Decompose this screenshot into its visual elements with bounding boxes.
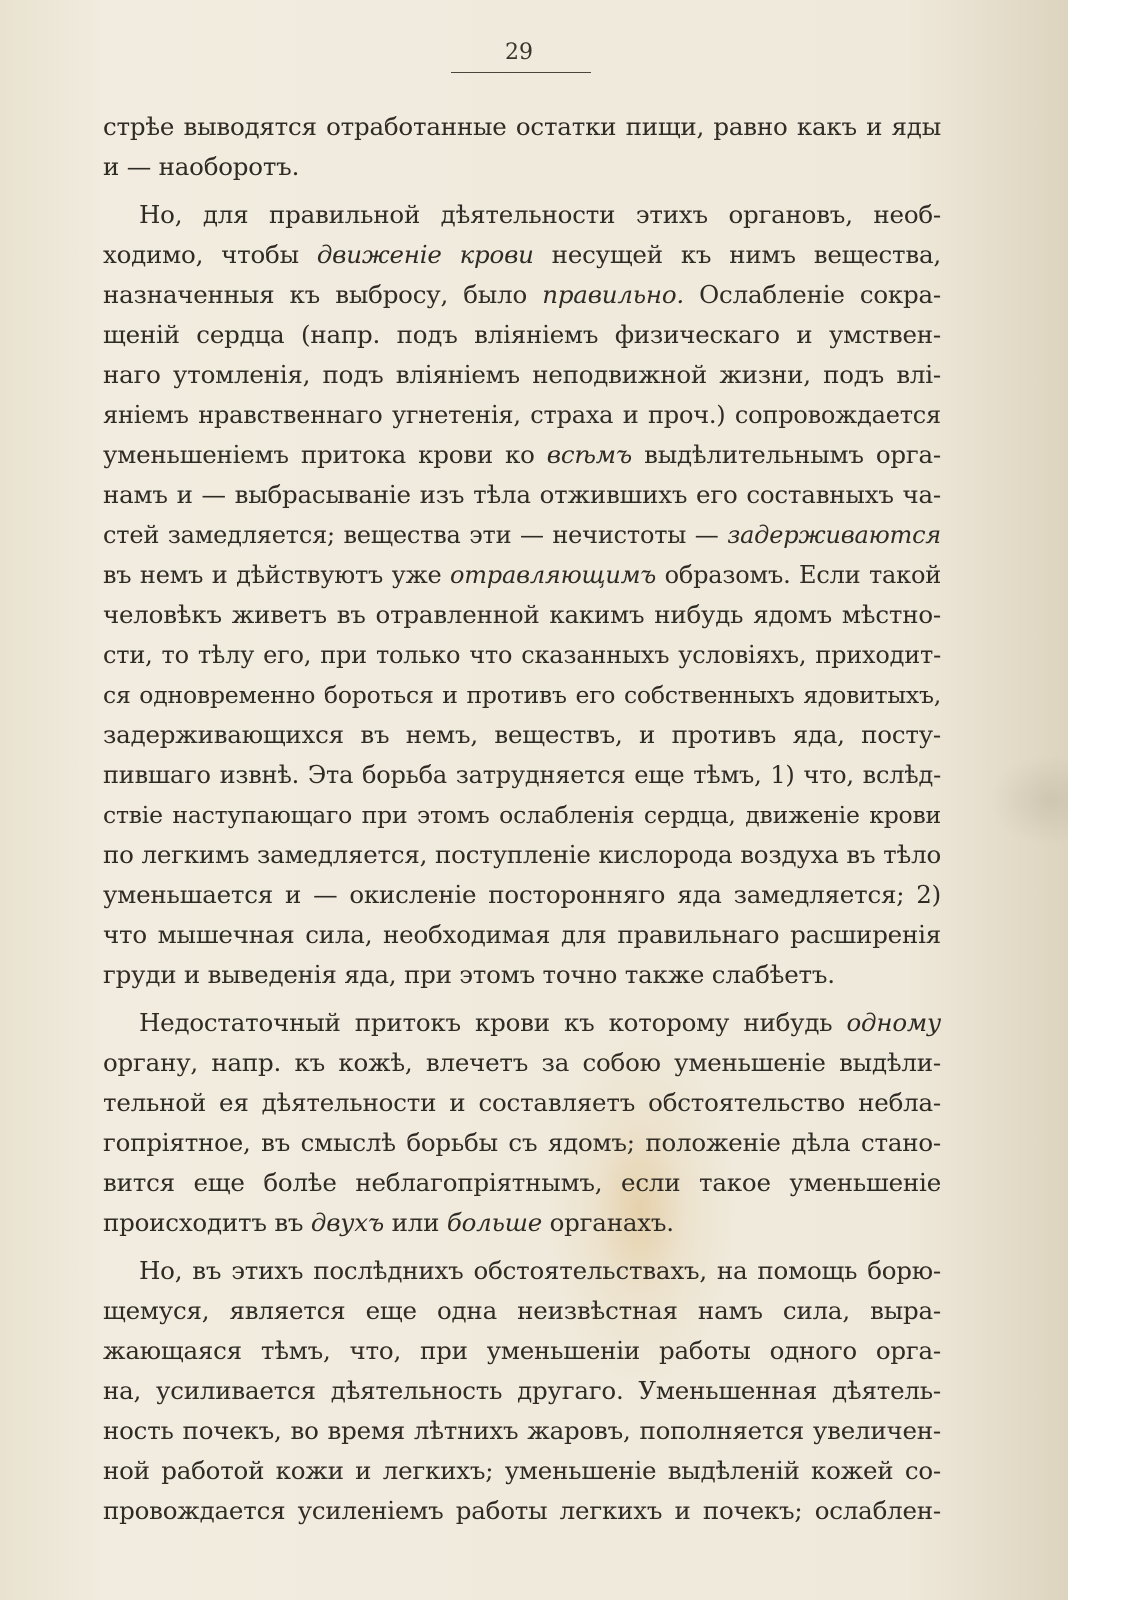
text-line: Недостаточный притокъ крови къ которому нибудь одному — [139, 1008, 941, 1037]
text-line: жающаяся тѣмъ, что, при уменьшеніи работы одного орга- — [103, 1336, 941, 1365]
text-line: органу, напр. къ кожѣ, влечетъ за собою уменьшеніе выдѣли- — [103, 1048, 941, 1077]
italic-emphasis: задерживаются — [727, 521, 941, 549]
italic-emphasis: правильно. — [542, 280, 684, 309]
text-line: яніемъ нравственнаго угнетенія, страха и проч.) сопровождается — [103, 401, 941, 429]
text-line: стрѣе выводятся отработанные остатки пищи, равно какъ и яды — [103, 112, 941, 141]
text-line: наго утомленія, подъ вліяніемъ неподвижной жизни, подъ влі- — [103, 360, 941, 389]
text-line: человѣкъ живетъ въ отравленной какимъ нибудь ядомъ мѣстно- — [103, 600, 941, 629]
text-line: происходитъ въ двухъ или больше органахъ. — [103, 1208, 674, 1237]
italic-emphasis: движеніе крови — [316, 240, 534, 269]
italic-emphasis: двухъ — [310, 1208, 385, 1237]
text-line: намъ и — выбрасываніе изъ тѣла отжившихъ его составныхъ ча- — [103, 480, 941, 509]
text-line: вится еще болѣе неблагопріятнымъ, если такое уменьшеніе — [103, 1168, 941, 1197]
text-line: ствіе наступающаго при этомъ ослабленія сердца, движеніе крови — [103, 801, 941, 829]
text-line: ся одновременно бороться и противъ его собственныхъ ядовитыхъ, — [103, 681, 941, 709]
text-line: груди и выведенія яда, при этомъ точно также слабѣетъ. — [103, 960, 835, 989]
italic-emphasis: отравляющимъ — [449, 561, 657, 589]
text-line: ходимо, чтобы движеніе крови несущей къ нимъ вещества, — [103, 240, 941, 269]
text-line: что мышечная сила, необходимая для правильнаго расширенія — [103, 920, 941, 949]
text-line: ность почекъ, во время лѣтнихъ жаровъ, пополняется увеличен- — [103, 1416, 941, 1445]
text-line: провождается усиленіемъ работы легкихъ и почекъ; ослаблен- — [103, 1496, 941, 1525]
italic-emphasis: одному — [846, 1008, 941, 1037]
text-line: уменьшается и — окисленіе посторонняго яда замедляется; 2) — [103, 880, 941, 909]
text-line: стей замедляется; вещества эти — нечистоты — задерживаются — [103, 521, 941, 549]
italic-emphasis: больше — [446, 1208, 543, 1237]
text-line: гопріятное, въ смыслѣ борьбы съ ядомъ; положеніе дѣла стано- — [103, 1128, 941, 1157]
text-line: Но, для правильной дѣятельности этихъ органовъ, необ- — [139, 200, 941, 229]
text-line: щемуся, является еще одна неизвѣстная намъ сила, выра- — [103, 1296, 941, 1325]
text-line: на, усиливается дѣятельность другаго. Уменьшенная дѣятель- — [103, 1376, 941, 1405]
italic-emphasis: всѣмъ — [546, 440, 633, 469]
text-line: въ немъ и дѣйствуютъ уже отравляющимъ образомъ. Если такой — [103, 561, 941, 589]
page-number: 29 — [505, 40, 533, 65]
text-line: и — наоборотъ. — [103, 152, 300, 181]
page-body-text — [103, 107, 941, 1531]
page-number-rule — [451, 72, 591, 73]
text-line: щеній сердца (напр. подъ вліяніемъ физическаго и умствен- — [103, 320, 941, 349]
scan-margin — [1068, 0, 1131, 1600]
text-line: уменьшеніемъ притока крови ко всѣмъ выдѣлительнымъ орга- — [103, 440, 941, 469]
text-line: задерживающихся въ немъ, веществъ, и противъ яда, посту- — [103, 720, 941, 749]
text-line: тельной ея дѣятельности и составляетъ обстоятельство небла- — [103, 1088, 941, 1117]
text-line: сти, то тѣлу его, при только что сказанныхъ условіяхъ, приходит- — [103, 641, 941, 669]
text-line: по легкимъ замедляется, поступленіе кислорода воздуха въ тѣло — [103, 840, 941, 869]
text-line: ной работой кожи и легкихъ; уменьшеніе выдѣленій кожей со- — [103, 1456, 941, 1485]
text-line: Но, въ этихъ послѣднихъ обстоятельствахъ, на помощь борю- — [139, 1256, 941, 1285]
text-line: пившаго извнѣ. Эта борьба затрудняется еще тѣмъ, 1) что, вслѣд- — [103, 761, 941, 789]
text-line: назначенныя къ выбросу, было правильно. Ослабленіе сокра- — [103, 280, 941, 309]
